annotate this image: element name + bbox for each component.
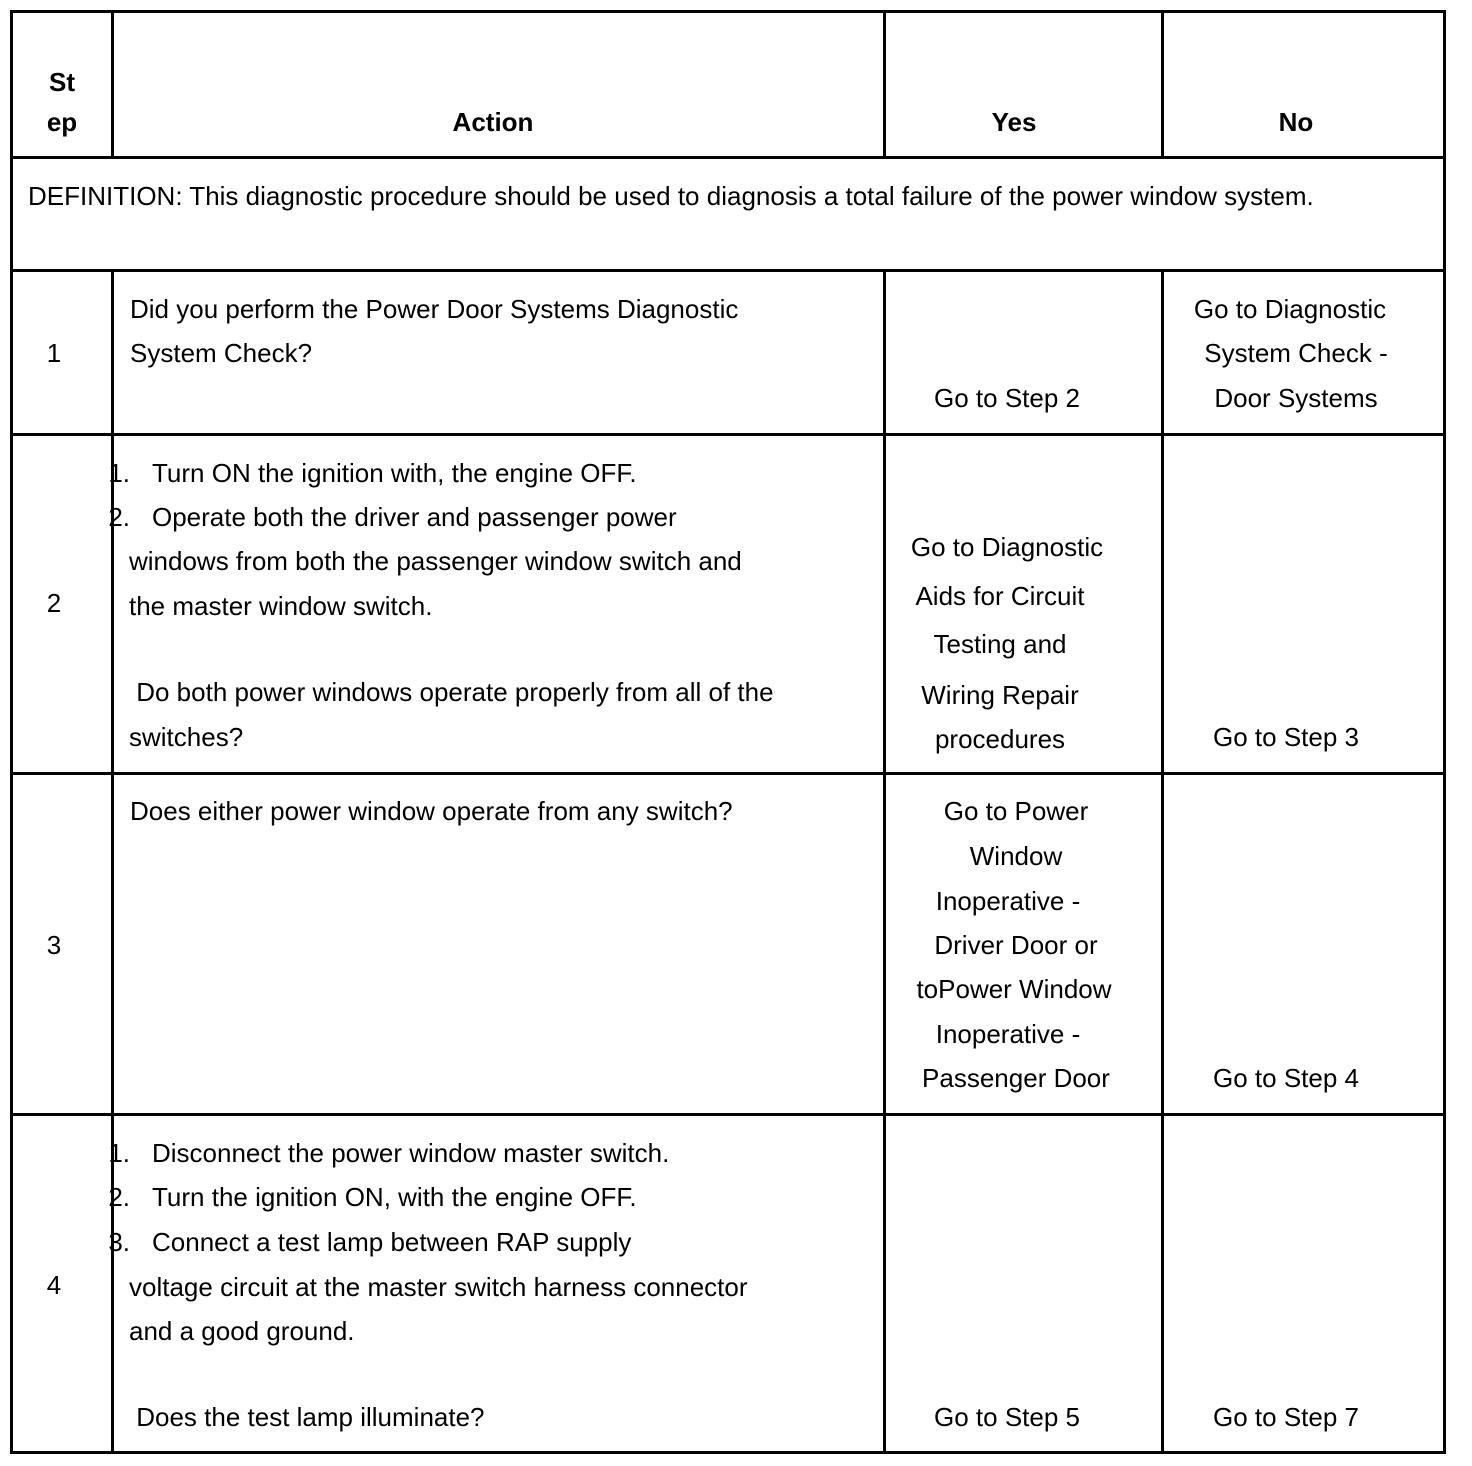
yes-result: Go to Diagnostic: [910, 532, 1104, 562]
list-item: [82, 451, 637, 496]
header-step-line-2: ep: [46, 107, 78, 137]
no-result: Go to Step 3: [1213, 722, 1359, 752]
list-text: Turn ON the ignition with, the engine OFF.: [152, 458, 637, 488]
step-number: 1: [46, 338, 62, 368]
list-item: [82, 1131, 669, 1176]
yes-result: toPower Window: [916, 974, 1112, 1004]
row-divider: [10, 1113, 1446, 1116]
yes-result: Go to Step 2: [934, 383, 1080, 413]
table-border-bottom: [10, 1451, 1446, 1454]
list-text: Operate both the driver and passenger power: [152, 502, 677, 532]
yes-result: Window: [969, 841, 1063, 871]
no-result: System Check -: [1204, 338, 1388, 368]
column-divider: [111, 269, 114, 1454]
list-text: Disconnect the power window master switch.: [152, 1138, 670, 1168]
yes-result: Go to Power: [943, 796, 1089, 826]
question-text: Do both power windows operate properly from all of the: [129, 677, 774, 707]
yes-result: Passenger Door: [922, 1063, 1110, 1093]
row-divider: [10, 772, 1446, 775]
list-item: [82, 1175, 637, 1220]
action-text: and a good ground.: [129, 1316, 355, 1346]
list-number: 1.: [108, 1138, 130, 1168]
list-item: [82, 1220, 631, 1265]
action-text: the master window switch.: [129, 591, 433, 621]
definition-divider: [10, 269, 1446, 272]
yes-result: Aids for Circuit: [915, 581, 1085, 611]
list-number: 2.: [108, 502, 130, 532]
column-divider: [1161, 269, 1164, 1454]
step-number: 3: [46, 930, 62, 960]
no-result: Go to Step 7: [1213, 1402, 1359, 1432]
header-no: No: [1278, 107, 1314, 137]
header-step-line-1: St: [49, 67, 75, 97]
list-number: 3.: [108, 1227, 130, 1257]
yes-result: Go to Step 5: [934, 1402, 1080, 1432]
definition-text: DEFINITION: This diagnostic procedure should be used to diagnosis a total failure of the power window system.: [28, 181, 1314, 211]
question-text: switches?: [129, 722, 244, 752]
list-text: Connect a test lamp between RAP supply: [152, 1227, 632, 1257]
no-result: Go to Step 4: [1213, 1063, 1359, 1093]
no-result: Door Systems: [1214, 383, 1378, 413]
header-yes: Yes: [991, 107, 1037, 137]
table-border-right: [1443, 10, 1446, 1454]
yes-result: Inoperative -: [935, 886, 1081, 916]
row-divider: [10, 433, 1446, 436]
action-text: System Check?: [130, 338, 313, 368]
step-number: 2: [46, 588, 62, 618]
no-result: Go to Diagnostic: [1193, 294, 1387, 324]
diagnostic-table: [10, 10, 1446, 1454]
question-text: Does the test lamp illuminate?: [129, 1402, 485, 1432]
header-divider: [10, 156, 1446, 159]
action-text: voltage circuit at the master switch harness connector: [129, 1272, 748, 1302]
yes-result: Wiring Repair: [921, 680, 1079, 710]
yes-result: procedures: [934, 724, 1066, 754]
list-number: 2.: [108, 1182, 130, 1212]
action-text: Does either power window operate from any switch?: [130, 796, 733, 826]
action-text: windows from both the passenger window switch and: [129, 546, 742, 576]
action-text: Did you perform the Power Door Systems Diagnostic: [130, 294, 739, 324]
list-item: [82, 495, 677, 540]
list-number: 1.: [108, 458, 130, 488]
table-border-top: [10, 10, 1446, 13]
header-action: Action: [452, 107, 534, 137]
yes-result: Driver Door or: [934, 930, 1098, 960]
table-border-left: [10, 10, 13, 1454]
list-text: Turn the ignition ON, with the engine OFF.: [152, 1182, 637, 1212]
yes-result: Testing and: [933, 629, 1067, 659]
step-number: 4: [46, 1270, 62, 1300]
yes-result: Inoperative -: [935, 1019, 1081, 1049]
